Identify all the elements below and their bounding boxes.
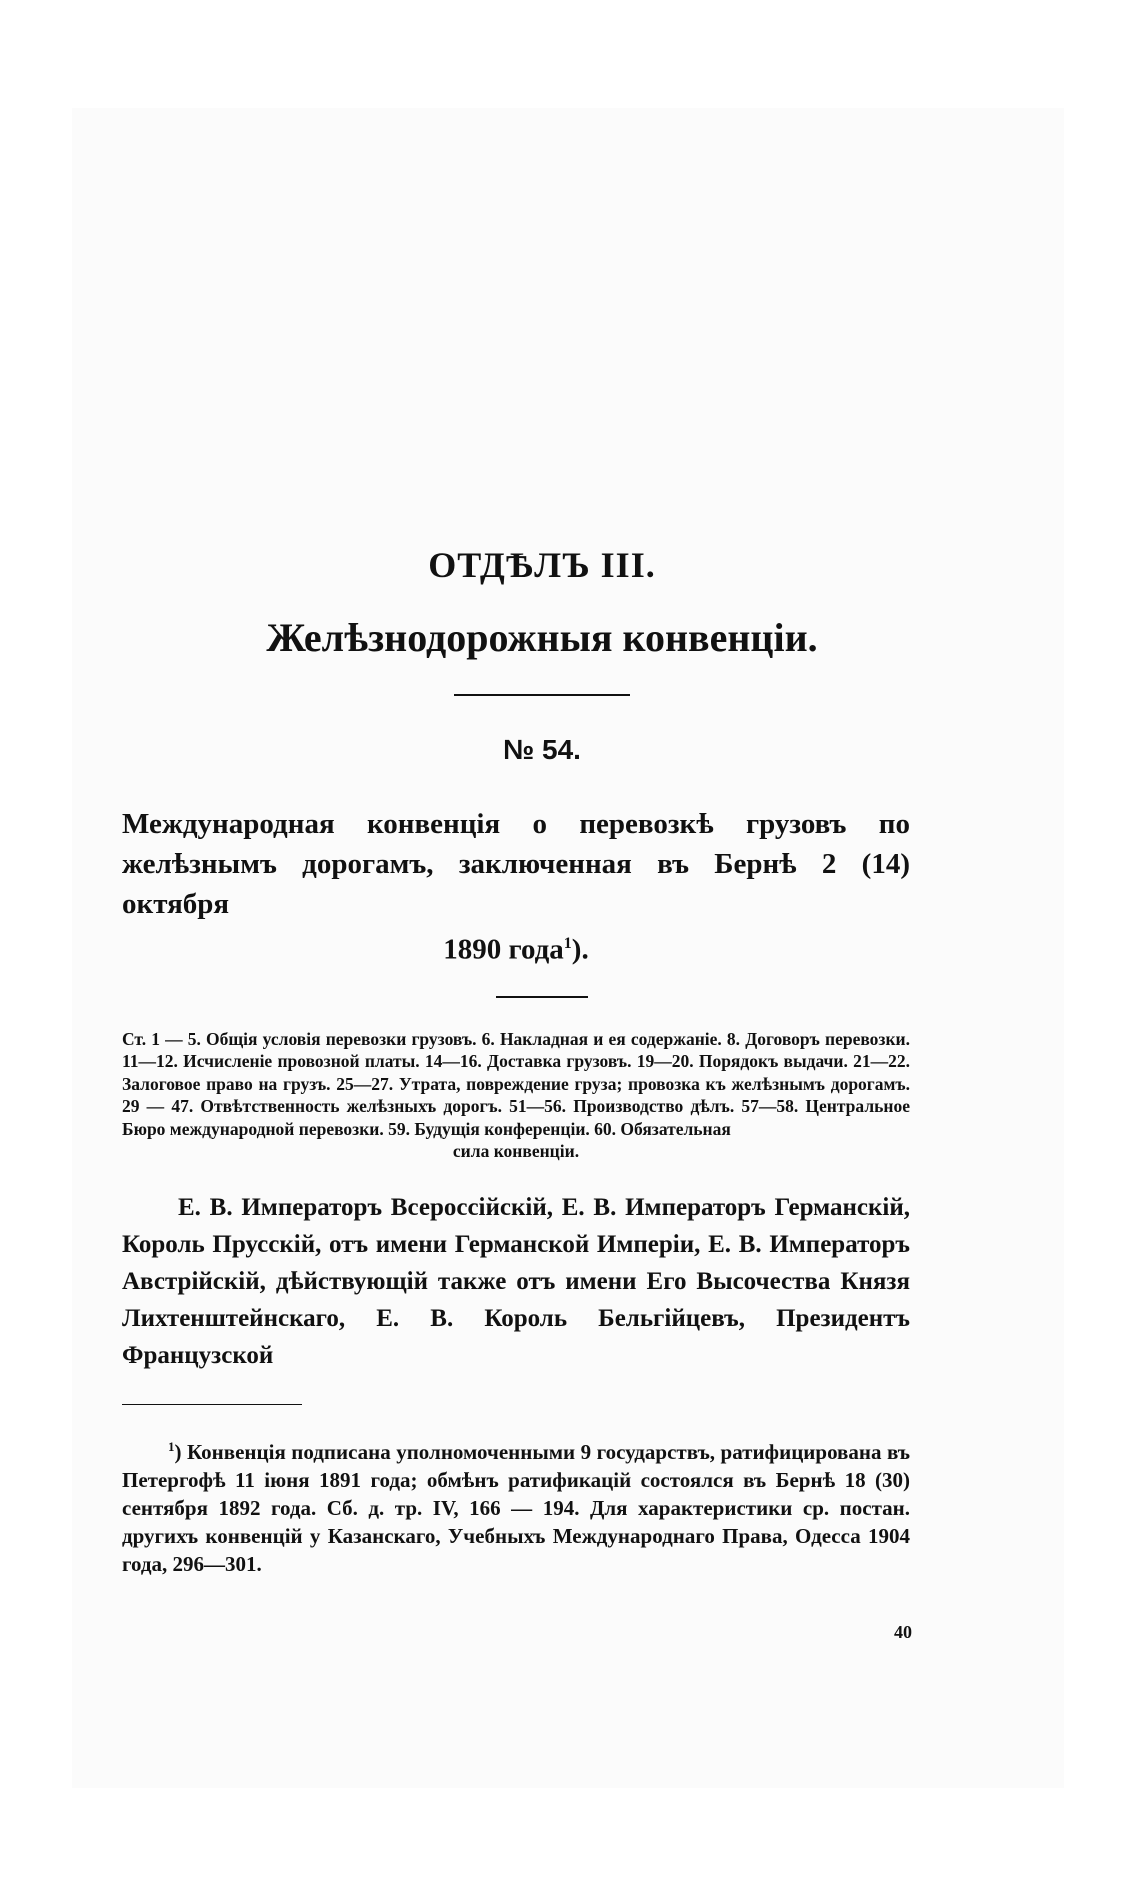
page-content <box>122 540 910 1578</box>
document-title-last-line <box>122 924 910 970</box>
preamble-paragraph: Е. В. Императоръ Всероссійскій, Е. В. Императоръ Германскій, Король Прусскій, отъ имени Германской Имперіи, Е. В. Императоръ Австрійскій, дѣйствующій также отъ имени Его Высочества Князя Лихтенштейнскаго, Е. В. Король Бельгійцевъ, Президентъ Французской <box>122 1193 910 1369</box>
document-title-main: Международная конвенція о перевозкѣ грузовъ по желѣзнымъ дорогамъ, заключенная въ Бернѣ 2 (14) октября <box>122 808 910 920</box>
title-divider <box>454 694 630 696</box>
section-heading: ОТДѢЛЪ III. <box>428 545 656 585</box>
footnote-reference: 1 <box>563 935 572 952</box>
article-summary <box>122 1028 910 1163</box>
footnote-text: Конвенція подписана уполномоченными 9 государствъ, ратифицирована въ Петергофѣ 11 іюня 1891 года; обмѣнъ ратификацій состоялся въ Бернѣ 18 (30) сентября 1892 года. Сб. д. тр. IV, 166 — 194. Для характеристики ср. постан. другихъ конвенцій у Казанскаго, Учебныхъ Международнаго Права, Одесса 1904 года, 296—301. <box>122 1440 911 1577</box>
document-title-close: ). <box>571 933 589 966</box>
document-title-year: 1890 года <box>443 933 564 966</box>
footnote-paren: ) <box>174 1440 182 1465</box>
section-subtitle: Желѣзнодорожныя конвенціи. <box>266 615 818 660</box>
footnote <box>122 1433 910 1578</box>
page-number: 40 <box>894 1622 912 1642</box>
footnote-mark: 1 <box>168 1439 175 1455</box>
article-summary-last-line: сила конвенціи. <box>452 1141 580 1162</box>
footnote-divider <box>122 1404 302 1406</box>
summary-divider <box>496 996 588 998</box>
article-summary-text: Ст. 1 — 5. Общія условія перевозки грузовъ. 6. Накладная и ея содержаніе. 8. Договоръ перевозки. 11—12. Исчисленіе провозной платы. 14—16. Доставка грузовъ. 19—20. Порядокъ выдачи. 21—22. Залоговое право на грузъ. 25—27. Утрата, повреждение груза; провозка къ желѣзнымъ дорогамъ. 29 — 47. Отвѣтственность желѣзныхъ дорогъ. 51—56. Производство дѣлъ. 57—58. Центральное Бюро международной перевозки. 59. Будущія конференціи. 60. Обязательная <box>122 1028 910 1139</box>
document-number: № 54. <box>503 734 581 765</box>
page-sheet <box>72 108 1064 1788</box>
document-title <box>122 804 910 970</box>
